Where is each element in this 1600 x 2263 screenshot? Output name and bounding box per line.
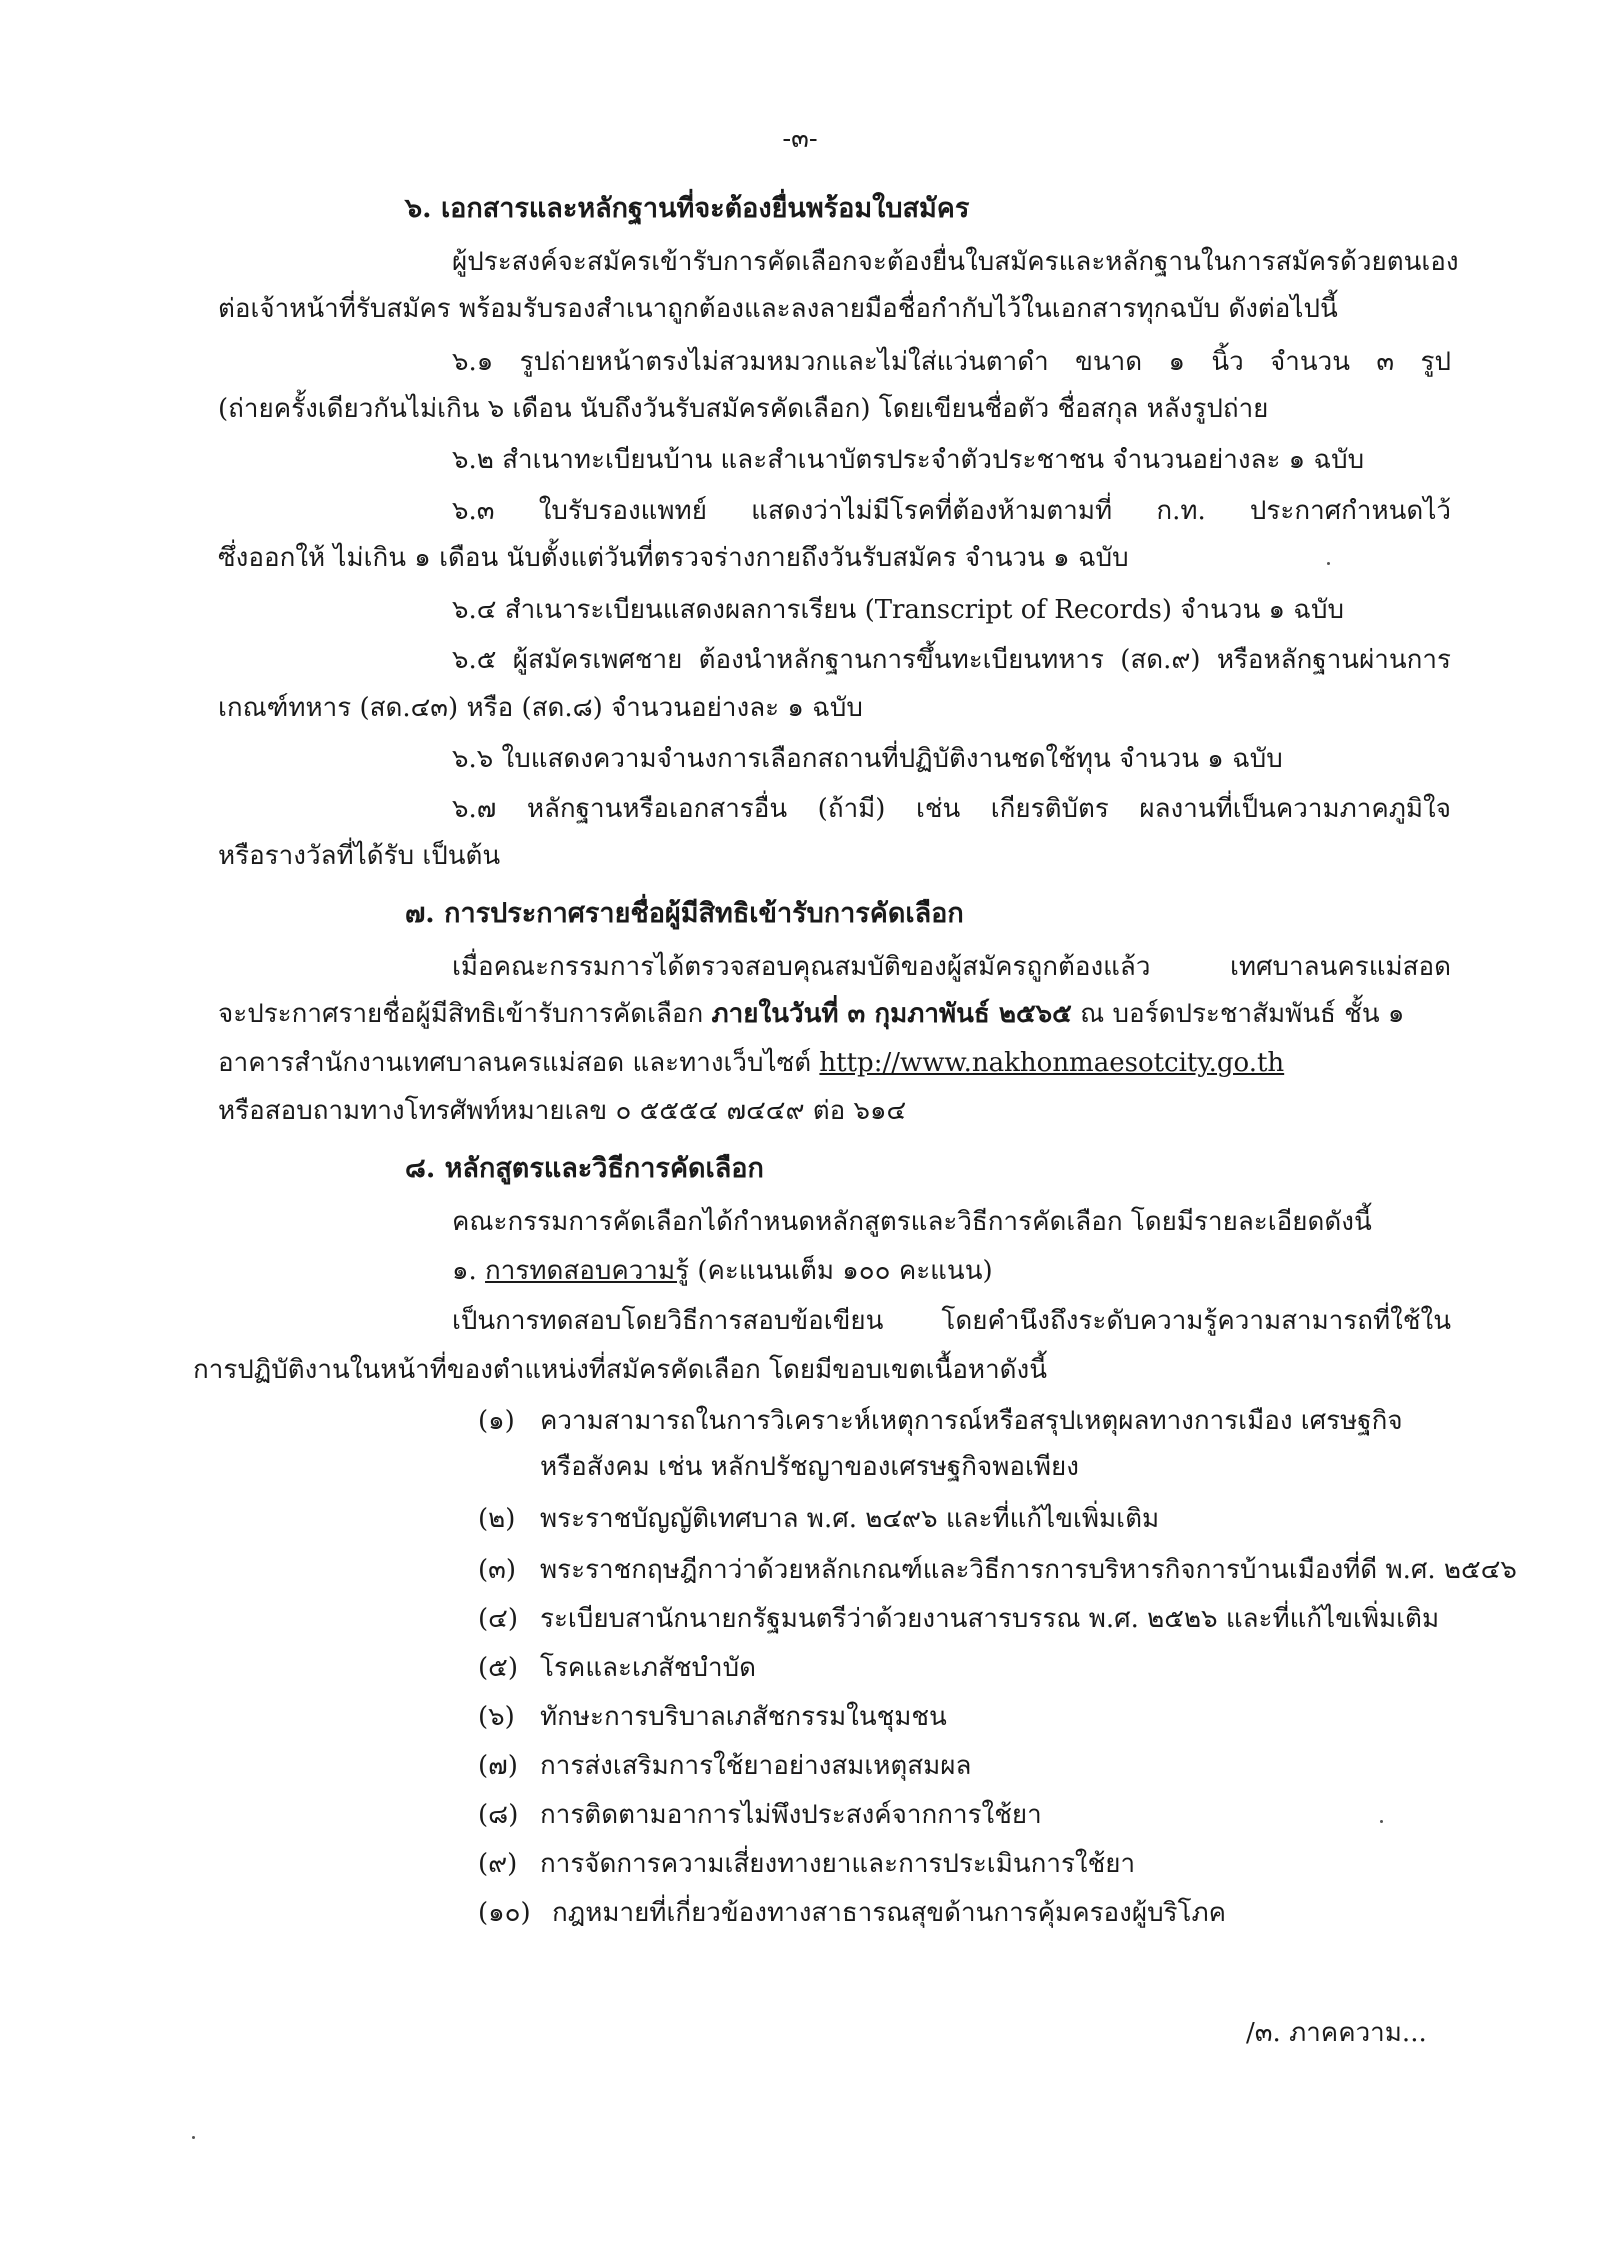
topic-4-number: (๔)	[478, 1604, 518, 1634]
topic-1-number: (๑)	[478, 1406, 515, 1436]
section-6-item-7-line-1: ๖.๗ หลักฐานหรือเอกสารอื่น (ถ้ามี) เช่น เกียรติบัตร ผลงานที่เป็นความภาคภูมิใจ	[452, 794, 1451, 824]
section-7-line-3-prefix: อาคารสำนักงานเทศบาลนครแม่สอด และทางเว็บไซต์	[218, 1048, 820, 1078]
page-number: -๓-	[782, 124, 818, 154]
scan-speck	[192, 2136, 195, 2139]
topic-3-text: พระราชกฤษฎีกาว่าด้วยหลักเกณฑ์และวิธีการการบริหารกิจการบ้านเมืองที่ดี พ.ศ. ๒๕๔๖	[540, 1555, 1517, 1585]
topic-2-number: (๒)	[478, 1504, 516, 1534]
topic-4-text: ระเบียบสานักนายกรัฐมนตรีว่าด้วยงานสารบรรณ พ.ศ. ๒๕๒๖ และที่แก้ไขเพิ่มเติม	[540, 1604, 1440, 1634]
section-6-item-7-line-2: หรือรางวัลที่ได้รับ เป็นต้น	[218, 841, 501, 871]
section-7-heading: ๗. การประกาศรายชื่อผู้มีสิทธิเข้ารับการคัดเลือก	[405, 898, 964, 929]
section-6-item-6: ๖.๖ ใบแสดงความจำนงการเลือกสถานที่ปฏิบัติงานชดใช้ทุน จำนวน ๑ ฉบับ	[452, 744, 1283, 774]
topic-9-number: (๙)	[478, 1849, 518, 1879]
section-8-desc-line-2: การปฏิบัติงานในหน้าที่ของตำแหน่งที่สมัครคัดเลือก โดยมีขอบเขตเนื้อหาดังนี้	[193, 1355, 1048, 1385]
section-7-line-2-prefix: จะประกาศรายชื่อผู้มีสิทธิเข้ารับการคัดเลือก	[218, 999, 712, 1029]
section-8-desc-line-1: เป็นการทดสอบโดยวิธีการสอบข้อเขียน โดยคำนึงถึงระดับความรู้ความสามารถที่ใช้ใน	[452, 1306, 1451, 1336]
section-8-intro: คณะกรรมการคัดเลือกได้กำหนดหลักสูตรและวิธีการคัดเลือก โดยมีรายละเอียดดังนี้	[452, 1207, 1372, 1237]
section-6-item-4: ๖.๔ สำเนาระเบียนแสดงผลการเรียน (Transcript of Records) จำนวน ๑ ฉบับ	[452, 595, 1345, 625]
section-6-item-1-line-1: ๖.๑ รูปถ่ายหน้าตรงไม่สวมหมวกและไม่ใส่แว่นตาดำ ขนาด ๑ นิ้ว จำนวน ๓ รูป	[452, 347, 1451, 377]
section-6-intro-line-1: ผู้ประสงค์จะสมัครเข้ารับการคัดเลือกจะต้องยื่นใบสมัครและหลักฐานในการสมัครด้วยตนเอง	[452, 247, 1459, 277]
section-6-heading: ๖. เอกสารและหลักฐานที่จะต้องยื่นพร้อมใบสมัคร	[405, 193, 970, 224]
topic-2-text: พระราชบัญญัติเทศบาล พ.ศ. ๒๔๙๖ และที่แก้ไขเพิ่มเติม	[540, 1504, 1160, 1534]
topic-8-text: การติดตามอาการไม่พึงประสงค์จากการใช้ยา	[540, 1800, 1042, 1830]
topic-9-text: การจัดการความเสี่ยงทางยาและการประเมินการใช้ยา	[540, 1849, 1136, 1879]
topic-10-number: (๑๐)	[478, 1898, 531, 1928]
topic-7-number: (๗)	[478, 1751, 518, 1781]
topic-1-text: ความสามารถในการวิเคราะห์เหตุการณ์หรือสรุปเหตุผลทางการเมือง เศรษฐกิจ	[540, 1406, 1403, 1436]
section-6-item-5-line-1: ๖.๕ ผู้สมัครเพศชาย ต้องนำหลักฐานการขึ้นทะเบียนทหาร (สด.๙) หรือหลักฐานผ่านการ	[452, 645, 1451, 675]
section-7-line-2-suffix: ณ บอร์ดประชาสัมพันธ์ ชั้น ๑	[1071, 999, 1405, 1029]
topic-10-text: กฎหมายที่เกี่ยวข้องทางสาธารณสุขด้านการคุ้มครองผู้บริโภค	[552, 1898, 1227, 1928]
section-8-heading: ๘. หลักสูตรและวิธีการคัดเลือก	[405, 1153, 764, 1184]
section-6-intro-line-2: ต่อเจ้าหน้าที่รับสมัคร พร้อมรับรองสำเนาถูกต้องและลงลายมือชื่อกำกับไว้ในเอกสารทุกฉบับ ดังต่อไปนี้	[218, 294, 1338, 324]
topic-3-number: (๓)	[478, 1555, 517, 1585]
section-7-line-4: หรือสอบถามทางโทรศัพท์หมายเลข ๐ ๕๕๕๔ ๗๔๔๙ ต่อ ๖๑๔	[218, 1096, 907, 1126]
scan-speck	[1380, 1820, 1383, 1823]
section-7-line-1: เมื่อคณะกรรมการได้ตรวจสอบคุณสมบัติของผู้สมัครถูกต้องแล้ว เทศบาลนครแม่สอด	[452, 952, 1451, 982]
topic-6-text: ทักษะการบริบาลเภสัชกรรมในชุมชน	[540, 1702, 947, 1732]
topic-5-text: โรคและเภสัชบำบัด	[540, 1653, 757, 1683]
subsection-1-number: ๑.	[452, 1256, 486, 1286]
continuation-note: /๓. ภาคความ...	[1246, 2018, 1427, 2048]
section-8-subsection-1	[452, 1254, 993, 1288]
topic-1-continuation: หรือสังคม เช่น หลักปรัชญาของเศรษฐกิจพอเพียง	[540, 1452, 1079, 1482]
section-6-item-1-line-2: (ถ่ายครั้งเดียวกันไม่เกิน ๖ เดือน นับถึงวันรับสมัครคัดเลือก) โดยเขียนชื่อตัว ชื่อสกุล หลังรูปถ่าย	[218, 394, 1269, 424]
website-link[interactable]: http://www.nakhonmaesotcity.go.th	[819, 1048, 1285, 1078]
announcement-date: ภายในวันที่ ๓ กุมภาพันธ์ ๒๕๖๕	[711, 999, 1072, 1029]
section-6-item-2: ๖.๒ สำเนาทะเบียนบ้าน และสำเนาบัตรประจำตัวประชาชน จำนวนอย่างละ ๑ ฉบับ	[452, 445, 1365, 475]
section-7-line-3	[218, 1046, 1284, 1080]
section-6-item-3-line-2: ซึ่งออกให้ ไม่เกิน ๑ เดือน นับตั้งแต่วันที่ตรวจร่างกายถึงวันรับสมัคร จำนวน ๑ ฉบับ	[218, 543, 1129, 573]
topic-6-number: (๖)	[478, 1702, 515, 1732]
topic-8-number: (๘)	[478, 1800, 519, 1830]
section-6-item-3-line-1: ๖.๓ ใบรับรองแพทย์ แสดงว่าไม่มีโรคที่ต้องห้ามตามที่ ก.ท. ประกาศกำหนดไว้	[452, 496, 1451, 526]
subsection-1-score: (คะแนนเต็ม ๑๐๐ คะแนน)	[689, 1256, 993, 1286]
scan-speck	[1327, 562, 1330, 565]
section-6-item-5-line-2: เกณฑ์ทหาร (สด.๔๓) หรือ (สด.๘) จำนวนอย่างละ ๑ ฉบับ	[218, 693, 863, 723]
topic-7-text: การส่งเสริมการใช้ยาอย่างสมเหตุสมผล	[540, 1751, 972, 1781]
topic-5-number: (๕)	[478, 1653, 518, 1683]
section-7-line-2	[218, 997, 1451, 1031]
subsection-1-title: การทดสอบความรู้	[485, 1256, 690, 1286]
